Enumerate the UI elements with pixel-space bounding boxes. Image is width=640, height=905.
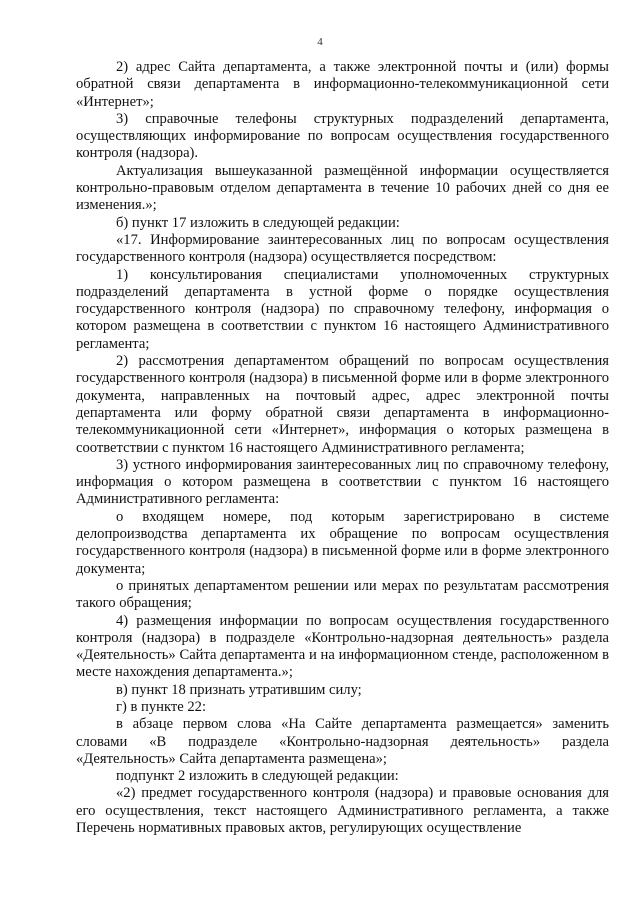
- paragraph-reference-phones: 3) справочные телефоны структурных подразделений департамента, осуществляющих информирование по вопросам осуществления государственного контроля (надзора).: [76, 110, 609, 162]
- paragraph-clause-17-1: 1) консультирования специалистами уполномоченных структурных подразделений департамента в устной форме о порядке осуществления государственного контроля (надзора) по справочному телефону, информация о котором размещена в соответствии с пунктом 16 настоящего Административного регламента;: [76, 266, 609, 352]
- paragraph-website-address: 2) адрес Сайта департамента, а также электронной почты и (или) формы обратной связи департамента в информационно-телекоммуникационной сети «Интернет»;: [76, 59, 609, 110]
- document-body: [76, 59, 609, 837]
- paragraph-clause-17-2: 2) рассмотрения департаментом обращений по вопросам осуществления государственного контроля (надзора) в письменной форме или в форме электронного документа, направленных на почтовый адрес, адрес электронной почты департамента или форму обратной связи департамента в информационно-телекоммуникационной сети «Интернет», информация о которых размещена в соответствии с пунктом 16 настоящего Административного регламента;: [76, 353, 609, 456]
- paragraph-decisions: о принятых департаментом решении или мерах по результатам рассмотрения такого обращения;: [76, 577, 609, 612]
- paragraph-item-v: в) пункт 18 признать утратившим силу;: [116, 681, 362, 698]
- paragraph-clause-17-3: 3) устного информирования заинтересованных лиц по справочному телефону, информация о котором размещена в соответствии с пунктом 16 настоящего Административного регламента:: [76, 456, 609, 508]
- paragraph-clause-17: «17. Информирование заинтересованных лиц по вопросам осуществления государственного контроля (надзора) осуществляется посредством:: [76, 231, 609, 266]
- paragraph-first-abzac: в абзаце первом слова «На Сайте департамента размещается» заменить словами «В подразделе «Контрольно-надзорная деятельность» раздела «Деятельность» Сайта департамента размещена»;: [76, 716, 609, 767]
- paragraph-clause-17-4: 4) размещения информации по вопросам осуществления государственного контроля (надзора) в подразделе «Контрольно-надзорная деятельность» раздела «Деятельность» Сайта департамента и на информационном стенде, расположенном в месте нахождения департамента.»;: [76, 612, 609, 681]
- paragraph-item-b: б) пункт 17 изложить в следующей редакции:: [116, 214, 400, 231]
- paragraph-incoming-number: о входящем номере, под которым зарегистрировано в системе делопроизводства департамента их обращение по вопросам осуществления государственного контроля (надзора) в письменной форме или в форме электронного документа;: [76, 508, 609, 577]
- paragraph-subitem-2: подпункт 2 изложить в следующей редакции:: [116, 768, 399, 785]
- paragraph-item-g: г) в пункте 22:: [116, 698, 206, 715]
- paragraph-info-update: Актуализация вышеуказанной размещённой информации осуществляется контрольно-правовым отделом департамента в течение 10 рабочих дней со дня ее изменения.»;: [76, 162, 609, 214]
- page-number: 4: [317, 36, 323, 48]
- paragraph-subitem-2-text: «2) предмет государственного контроля (надзора) и правовые основания для его осуществления, текст настоящего Административного регламента, а также Перечень нормативных правовых актов, регулирующих осуществление: [76, 785, 609, 837]
